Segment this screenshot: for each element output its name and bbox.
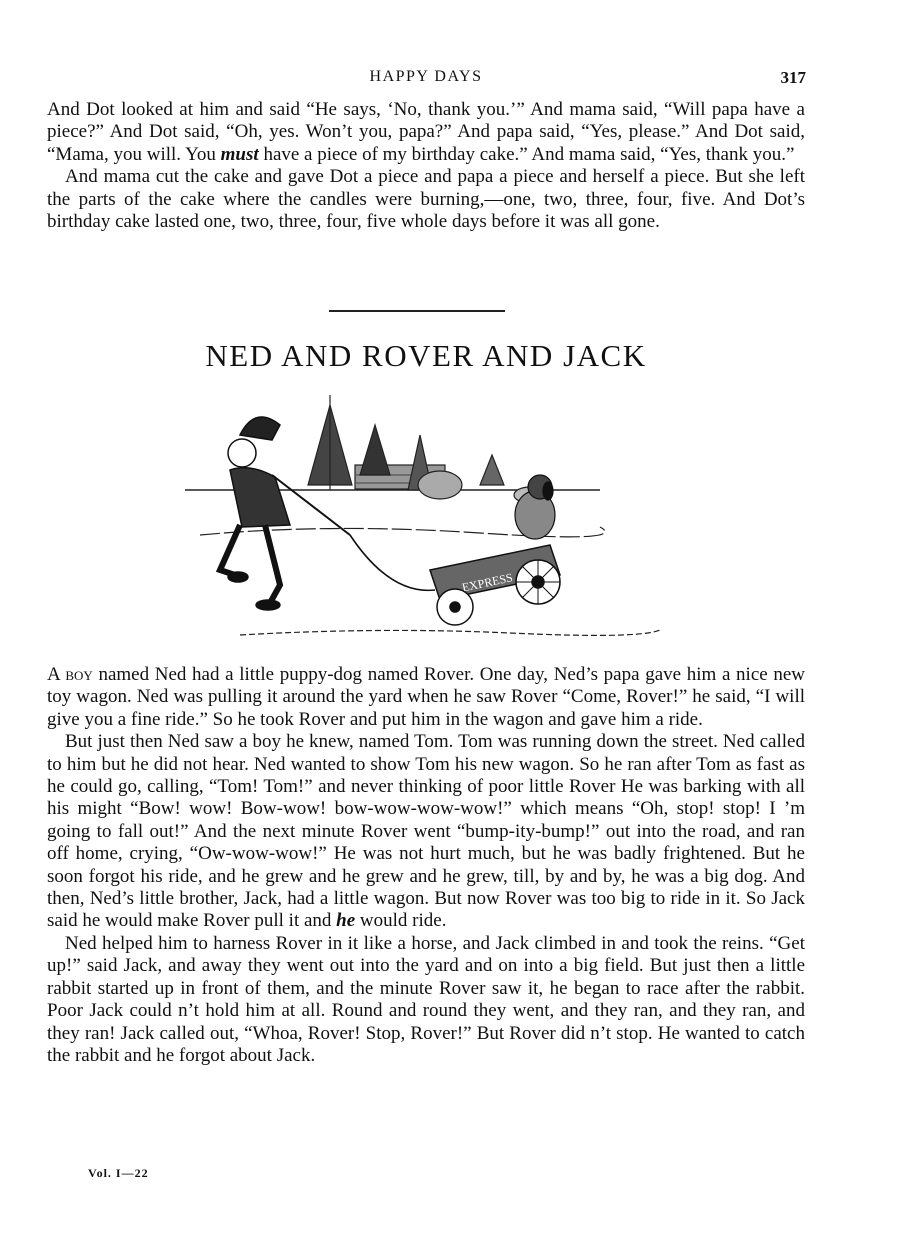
puppy-rover: [515, 475, 555, 539]
illustration-boy-pulling-wagon: [180, 395, 670, 655]
paragraph-tom: But just then Ned saw a boy he knew, named Tom. Tom was running down the street. Ned called to him but he did not hear. Ned wanted to show Tom his new wagon. So he ran after Tom as fast as he could go, calling, “Tom! Tom!” and never thinking of poor little Rover He was barking with all his might “Bow! wow! Bow-wow! bow-wow-wow-wow!” which means “Oh, stop! stop! I ’m going to fall out!” And the next minute Rover went “bump-ity-bump!” out into the road, and ran off home, crying, “Ow-wow-wow!” He was not hurt much, but he was badly frightened. But he soon forgot his ride, and he grew and he grew and he grew, till, by and by, he was a big dog. And then, Ned’s little brother, Jack, had a little wagon. But now Rover was too big to ride in it. So Jack said he would make Rover pull it and he would ride.: [47, 731, 805, 932]
paragraph-lead: A boy: [47, 664, 93, 685]
wagon-lettering: EXPRESS: [460, 570, 514, 595]
paragraph-toy-wagon: A boy named Ned had a little puppy-dog named Rover. One day, Ned’s papa gave him a nice new toy wagon. Ned was pulling it around the yard when he saw Rover “Come, Rover!” he said, “I will give you a fine ride.” So he took Rover and put him in the wagon and gave him a ride.: [47, 664, 805, 730]
paragraph-dot-answers: And Dot looked at him and said “He says, ‘No, thank you.’” And mama said, “Will papa have a piece?” And Dot said, “Oh, yes. Won’t you, papa?” And papa said, “Yes, please.” And Dot said, “Mama, you will. You must have a piece of my birthday cake.” And mama said, “Yes, thank you.”: [47, 99, 805, 165]
story-title: NED AND ROVER AND JACK: [205, 338, 647, 373]
running-title: HAPPY DAYS: [369, 68, 483, 85]
volume-signature: Vol. I—22: [88, 1166, 149, 1180]
emphasis-he: he: [336, 910, 356, 932]
story-text: [47, 664, 805, 1067]
toy-wagon: [430, 545, 560, 625]
top-text: [47, 99, 805, 233]
emphasis-must: must: [220, 143, 259, 165]
running-head: [46, 68, 806, 90]
paragraph-cake: And mama cut the cake and gave Dot a piece and papa a piece and herself a piece. But she left the parts of the cake where the candles were burning,—one, two, three, four, five. And Dot’s birthday cake lasted one, two, three, four, five whole days before it was all gone.: [47, 166, 805, 233]
section-divider: [329, 310, 505, 312]
paragraph-rabbit: Ned helped him to harness Rover in it like a horse, and Jack climbed in and took the reins. “Get up!” said Jack, and away they went out into the yard and on into a big field. But just then a little rabbit started up in front of them, and the minute Rover saw it, he began to race after the rabbit. Poor Jack could n’t hold him at all. Round and round they went, and they ran, and they ran, and they ran! Jack called out, “Whoa, Rover! Stop, Rover!” But Rover did n’t stop. He wanted to catch the rabbit and he forgot about Jack.: [47, 932, 805, 1066]
page-number: 317: [780, 68, 806, 87]
